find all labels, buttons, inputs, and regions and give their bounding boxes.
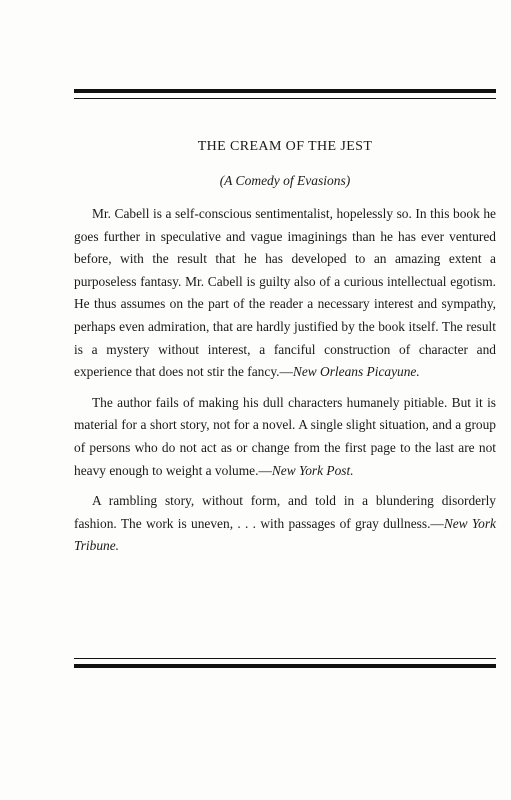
review-paragraph — [74, 203, 496, 384]
bottom-thin-rule — [74, 658, 496, 659]
bottom-thick-rule — [74, 664, 496, 668]
review-text: The author fails of making his dull characters humanely pitiable. But it is material for a short story, not for a novel. A single slight situation, and a group of persons who do not act as or change from the first page to the last are not heavy enough to weight a volume.— — [74, 394, 496, 478]
page-title: THE CREAM OF THE JEST — [197, 139, 373, 154]
reviews-body — [74, 203, 496, 566]
page-subtitle: (A Comedy of Evasions) — [219, 173, 351, 188]
top-thick-rule — [74, 89, 496, 93]
top-thin-rule — [74, 98, 496, 99]
review-paragraph — [74, 490, 496, 558]
review-text: Mr. Cabell is a self-conscious sentimentalist, hopelessly so. In this book he goes further in speculative and vague imaginings than he has ever ventured before, with the result that he has developed to an amazing extent a purposeless fantasy. Mr. Cabell is guilty also of a curious intellectual egotism. He thus assumes on the part of the reader a necessary interest and sympathy, perhaps even admiration, that are hardly justified by the book itself. The result is a mystery without interest, a fanciful construction of character and experience that does not stir the fancy.— — [74, 206, 496, 380]
review-source: New York Tribune. — [74, 515, 496, 554]
review-source: New York Post. — [271, 462, 354, 478]
bottom-double-rule — [74, 658, 496, 668]
review-text: A rambling story, without form, and told in a blundering disorderly fashion. The work is uneven, . . . with passages of gray dullness.— — [74, 493, 496, 531]
review-paragraph — [74, 392, 496, 482]
review-source: New Orleans Picayune. — [292, 364, 420, 380]
top-double-rule — [74, 89, 496, 99]
